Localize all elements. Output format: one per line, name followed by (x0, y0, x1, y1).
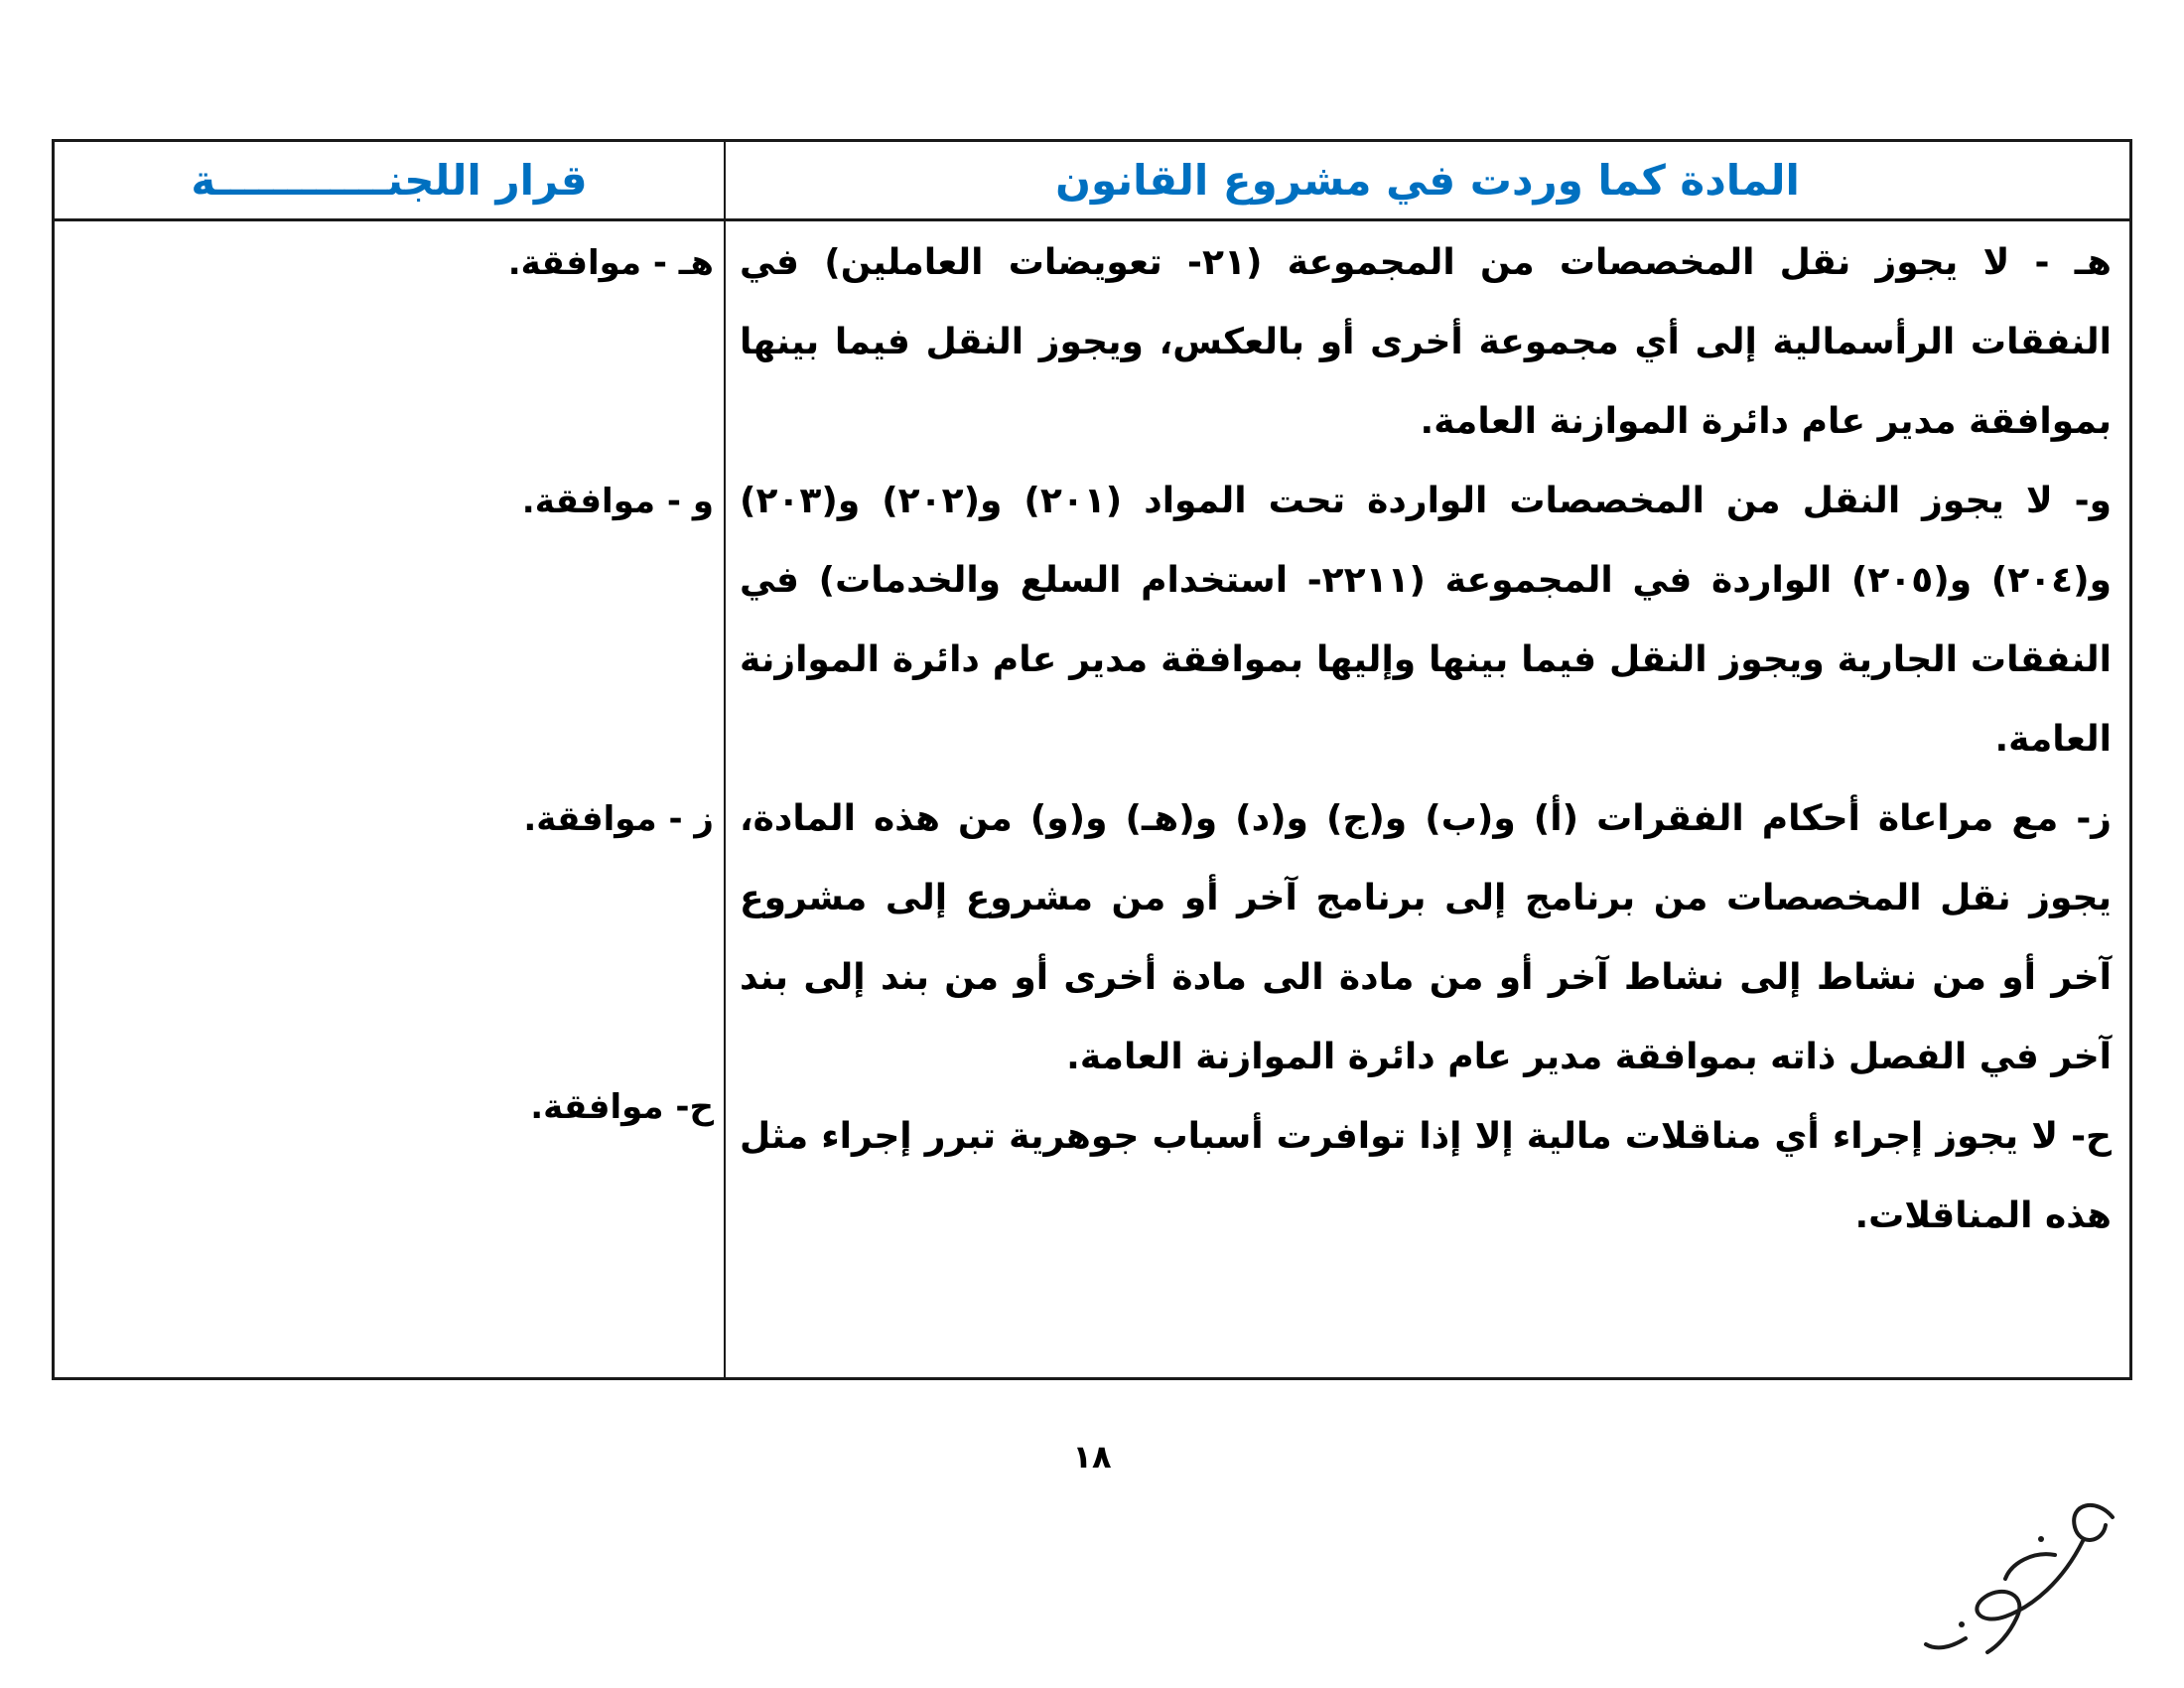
article-paragraph-waw: و- لا يجوز النقل من المخصصات الواردة تحت المواد (٢٠١) و(٢٠٢) و(٢٠٣) و(٢٠٤) و(٢٠٥) الواردة في المجموعة (٢٢١١- استخدام السلع والخدمات) في النفقات الجارية ويجوز النقل فيما بينها وإليها بموافقة مدير عام دائرة الموازنة العامة. (740, 481, 2112, 760)
article-cell (724, 221, 2129, 1377)
decision-item-heh: هـ - موافقة. (507, 243, 714, 283)
header-decision-column: قرار اللجنــــــــــــة (191, 156, 588, 205)
committee-decisions-table (52, 139, 2132, 1380)
signature-icon (1906, 1489, 2134, 1668)
page-number: ١٨ (1072, 1438, 1112, 1476)
decision-item-waw: و - موافقة. (521, 482, 714, 521)
article-paragraph-zay: ز- مع مراعاة أحكام الفقرات (أ) و(ب) و(ج) و(د) و(هـ) و(و) من هذه المادة، يجوز نقل المخصصات من برنامج إلى برنامج آخر أو من مشروع إلى مشروع آخر أو من نشاط إلى نشاط آخر أو من مادة الى مادة أخرى أو من بند إلى بند آخر في الفصل ذاته بموافقة مدير عام دائرة الموازنة العامة. (740, 798, 2112, 1077)
header-article-column: المادة كما وردت في مشروع القانون (724, 142, 2129, 218)
decision-cell (55, 221, 724, 1377)
article-paragraph-heh: هـ - لا يجوز نقل المخصصات من المجموعة (٢١- تعويضات العاملين) في النفقات الرأسمالية إلى أي مجموعة أخرى أو بالعكس، ويجوز النقل فيما بينها بموافقة مدير عام دائرة الموازنة العامة. (740, 242, 2112, 442)
table-body-row (55, 221, 2129, 1377)
decision-item-zay: ز - موافقة. (523, 799, 714, 839)
article-paragraph-hah: ح- لا يجوز إجراء أي مناقلات مالية إلا إذا توافرت أسباب جوهرية تبرر إجراء مثل هذه المناقلات. (740, 1116, 2112, 1236)
decision-item-hah: ح- موافقة. (530, 1087, 714, 1127)
table-header-row (55, 142, 2129, 221)
